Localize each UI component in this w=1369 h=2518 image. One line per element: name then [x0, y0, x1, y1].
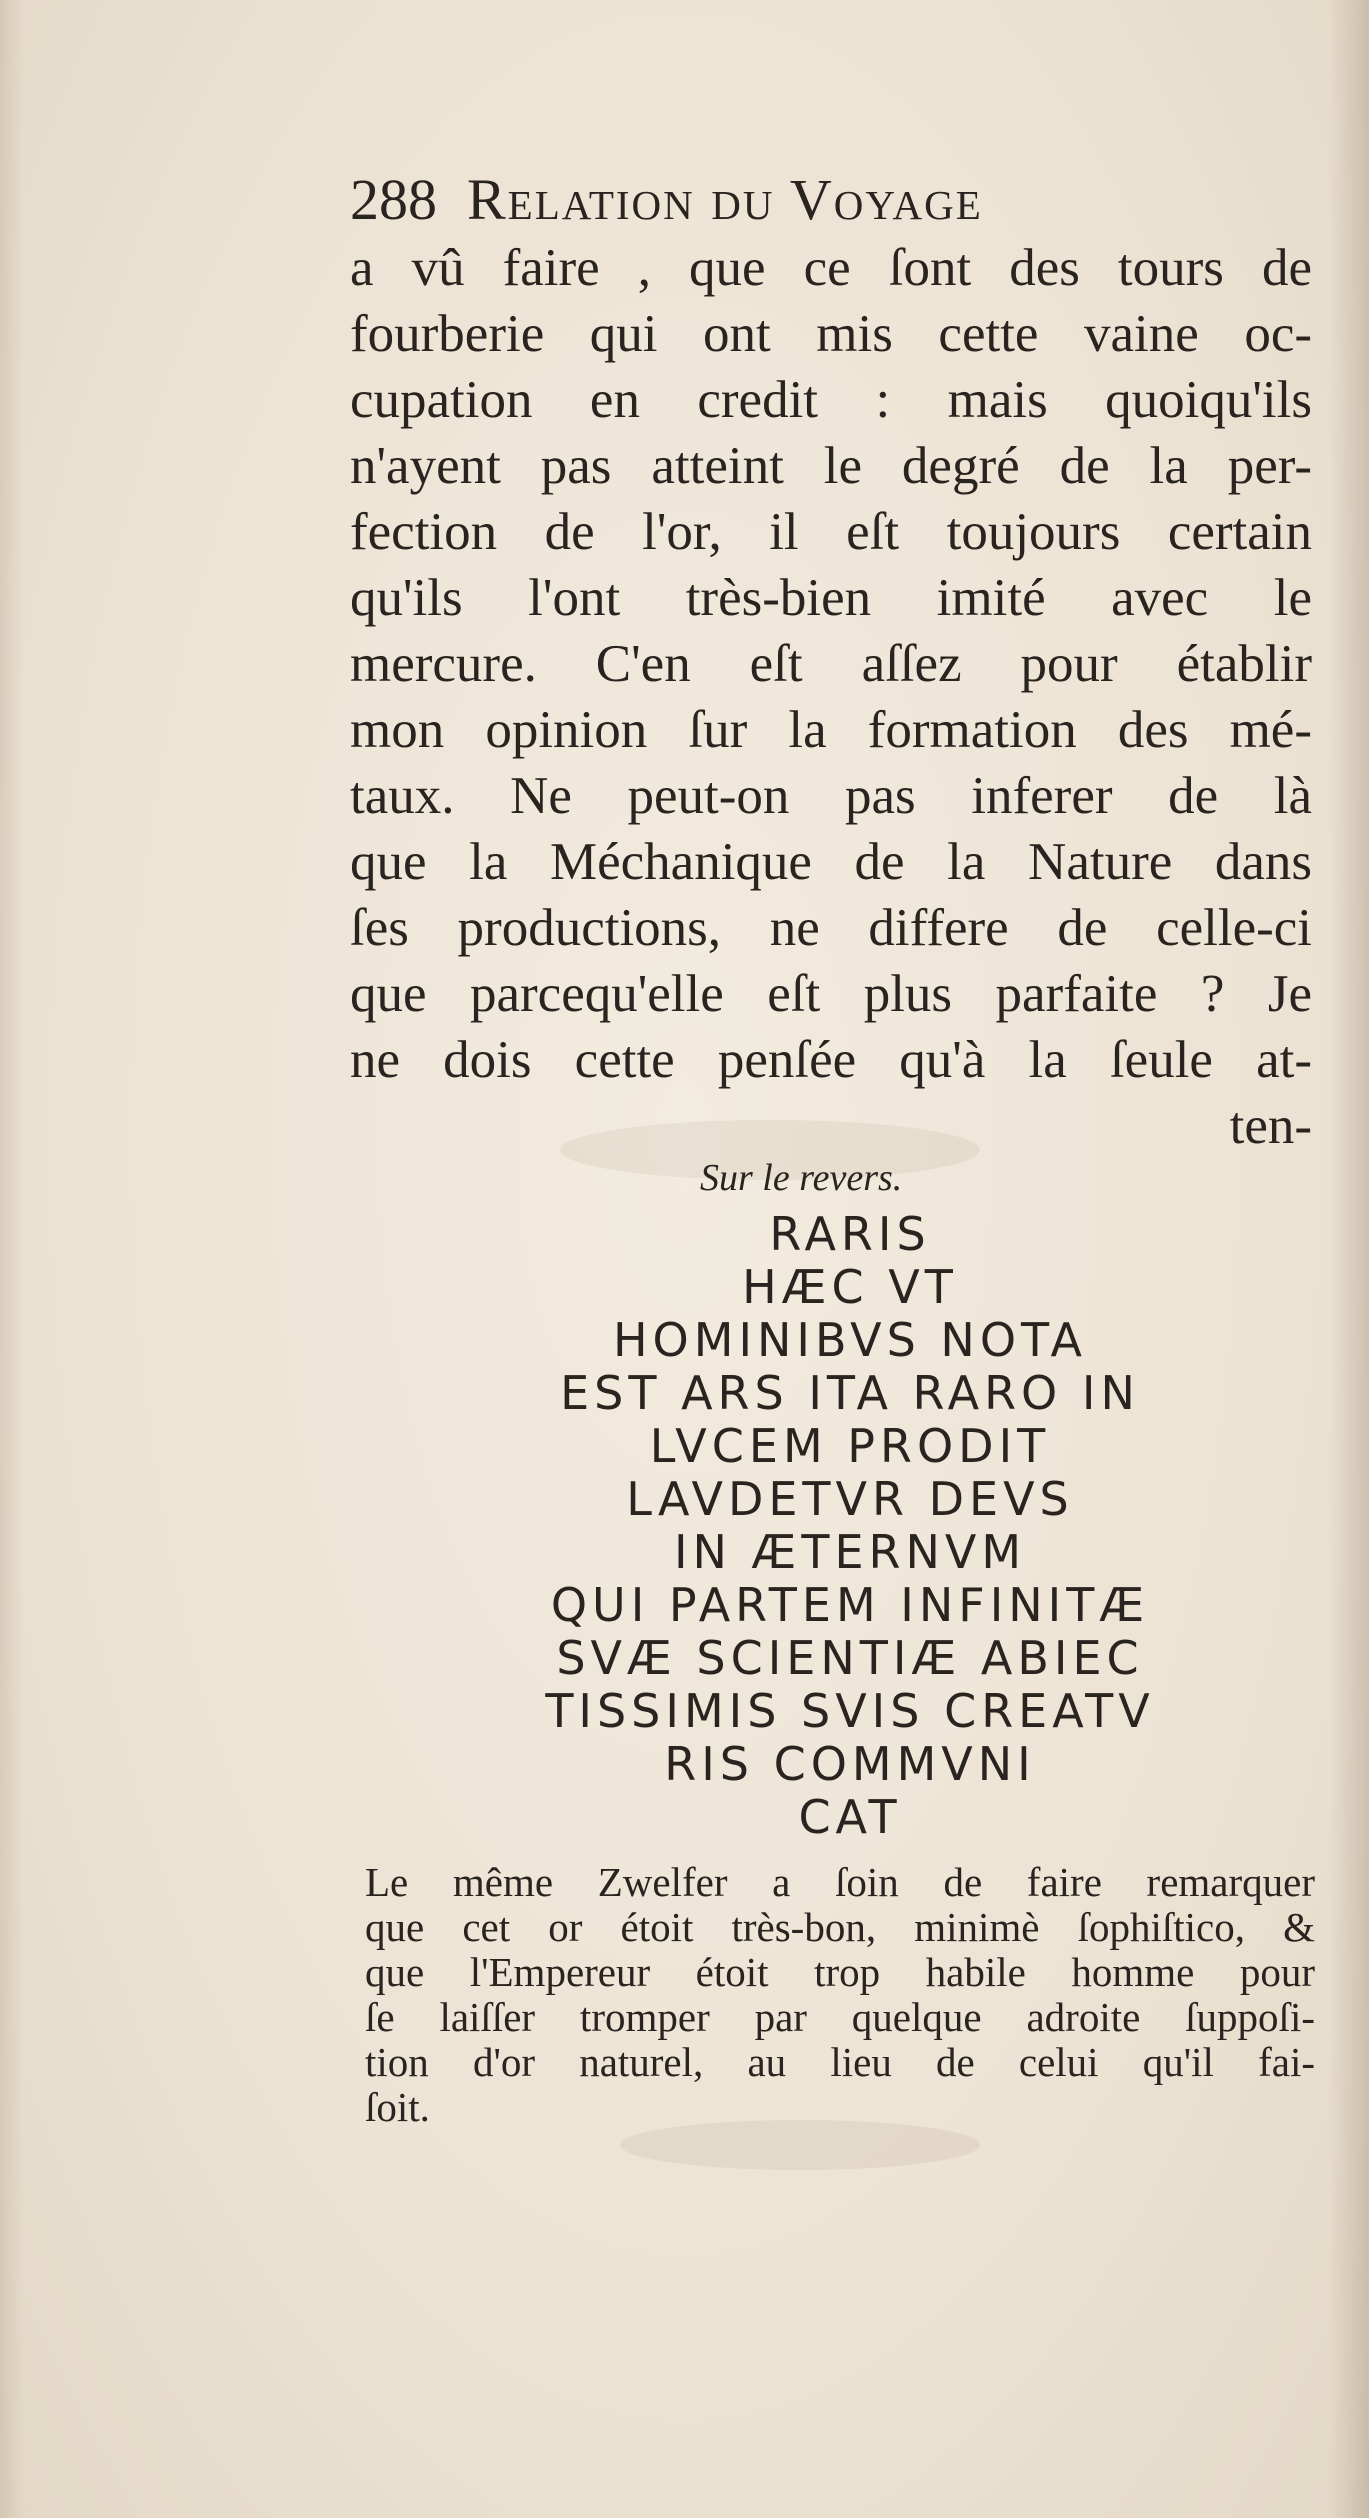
text-line: ſoit. — [365, 2084, 430, 2130]
inscription-line: QUI PARTEM INFINITÆ — [550, 1578, 1150, 1632]
catchword: ten- — [1229, 1097, 1312, 1155]
text-line: que parcequ'elle eſt plus parfaite ? Je — [350, 965, 1312, 1023]
inscription-line: LAVDETVR DEVS — [626, 1472, 1074, 1526]
text-line: a vû faire , que ce ſont des tours de — [350, 239, 1312, 297]
text-line: que l'Empereur étoit trop habile homme pour — [365, 1949, 1315, 1995]
text-line: n'ayent pas atteint le degré de la per- — [350, 437, 1312, 495]
inscription-line: HÆC VT — [742, 1260, 958, 1314]
inscription-line: EST ARS ITA RARO IN — [560, 1366, 1140, 1420]
inscription-line: HOMINIBVS NOTA — [612, 1313, 1088, 1367]
text-line: taux. Ne peut-on pas inferer de là — [350, 767, 1312, 825]
text-line: qu'ils l'ont très-bien imité avec le — [350, 569, 1312, 627]
page-edge-shading — [0, 0, 24, 2518]
body-paragraph — [350, 235, 1312, 1159]
spine-shading — [1329, 0, 1369, 2518]
inscription-line: RARIS — [769, 1207, 931, 1261]
inscription-line: TISSIMIS SVIS CREATV — [545, 1684, 1155, 1738]
text-line: ſe laiſſer tromper par quelque adroite ſuppoſi- — [365, 1994, 1315, 2040]
text-line: que cet or étoit très-bon, minimè ſophiſtico, & — [365, 1904, 1315, 1950]
text-line: ſes productions, ne differe de celle-ci — [350, 899, 1312, 957]
text-line: ne dois cette penſée qu'à la ſeule at- — [350, 1031, 1312, 1089]
inscription-line: CAT — [798, 1790, 902, 1844]
closing-paragraph — [365, 1860, 1315, 2130]
text-line: mercure. C'en eſt aſſez pour établir — [350, 635, 1312, 693]
text-line: fourberie qui ont mis cette vaine oc- — [350, 305, 1312, 363]
inscription-line: RIS COMMVNI — [664, 1737, 1036, 1791]
text-line: tion d'or naturel, au lieu de celui qu'il fai- — [365, 2039, 1315, 2085]
running-header — [350, 165, 1310, 235]
caption: Sur le revers. — [700, 1157, 903, 1199]
coin-inscription — [400, 1208, 1300, 1844]
text-line: fection de l'or, il eſt toujours certain — [350, 503, 1312, 561]
page-number: 288 — [350, 167, 437, 232]
inscription-line: SVÆ SCIENTIÆ ABIEC — [556, 1631, 1144, 1685]
text-line: cupation en credit : mais quoiqu'ils — [350, 371, 1312, 429]
running-title: Relation du Voyage — [467, 167, 983, 232]
inscription-line: IN ÆTERNVM — [673, 1525, 1027, 1579]
text-line: mon opinion ſur la formation des mé- — [350, 701, 1312, 759]
inscription-line: LVCEM PRODIT — [649, 1419, 1051, 1473]
text-line: que la Méchanique de la Nature dans — [350, 833, 1312, 891]
text-line: Le même Zwelfer a ſoin de faire remarquer — [365, 1859, 1315, 1905]
